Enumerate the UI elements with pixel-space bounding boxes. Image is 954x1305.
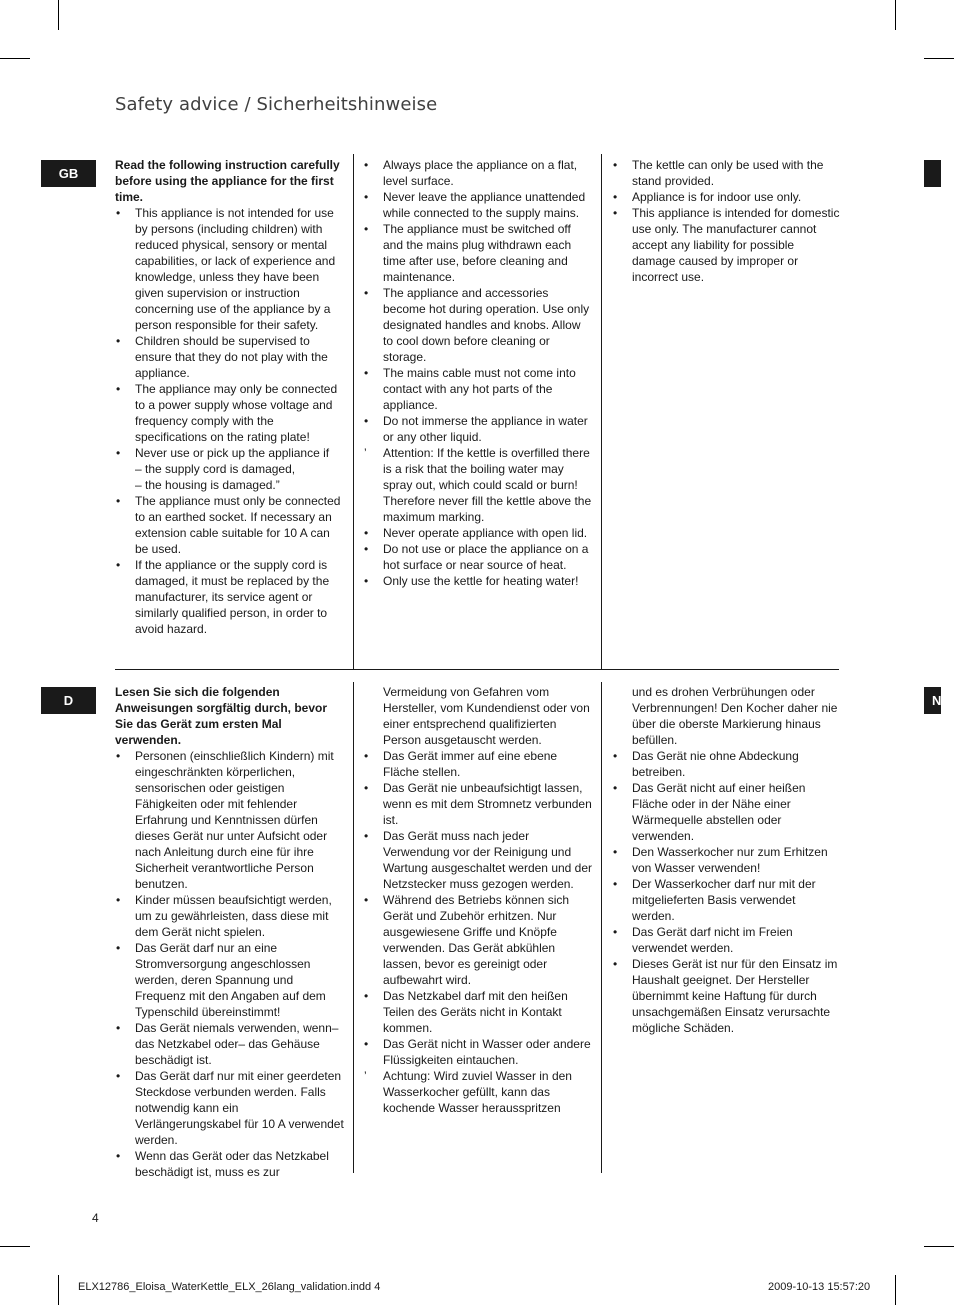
list-item: • Das Netzkabel darf mit den heißen Teilen des Geräts nicht in Kontakt kommen. — [364, 989, 568, 1035]
d-column-1 — [115, 684, 345, 1180]
crop-mark — [895, 1275, 896, 1305]
list-item: • Do not immerse the appliance in water or any other liquid. — [364, 414, 588, 444]
list-item: • Das Gerät darf nur mit einer geerdeten Steckdose verbunden werden. Falls notwendig kann ein Verlängerungskabel für 10 A verwendet werden. — [116, 1069, 344, 1147]
list-item: • Never operate appliance with open lid. — [364, 526, 588, 540]
list-item: • The appliance and accessories become hot during operation. Use only designated handles and knobs. Allow to cool down before cleaning or storage. — [364, 286, 590, 364]
page-number: 4 — [92, 1211, 99, 1225]
list-item: • Das Gerät immer auf eine ebene Fläche stellen. — [364, 749, 558, 779]
d-column-2 — [363, 684, 593, 1116]
list-item: • Personen (einschließlich Kindern) mit eingeschränkten körperlichen, sensorischen oder geistigen Fähigkeiten oder mit fehlender Erfahrung und Kenntnissen dürfen dieses Gerät nur unter Aufsicht oder nach Anleitung durch eine für ihre Sicherheit verantwortliche Person benutzen. — [116, 749, 334, 891]
page-title: Safety advice / Sicherheitshinweise — [115, 94, 438, 115]
list-item: • Das Gerät muss nach jeder Verwendung vor der Reinigung und Wartung ausgeschaltet werden und der Netzstecker muss gezogen werden. — [364, 829, 593, 891]
crop-mark — [924, 58, 954, 59]
list-item: • Während des Betriebs können sich Gerät und Zubehör erhitzen. Nur ausgewiesene Griffe und Knöpfe verwenden. Das Gerät abkühlen lassen, bevor es gereinigt oder aufbewahrt wird. — [364, 893, 570, 987]
gb-list-2 — [363, 157, 593, 589]
language-tab-edge: N — [924, 687, 941, 714]
list-item: • Children should be supervised to ensure that they do not play with the appliance. — [116, 334, 328, 380]
list-item: • This appliance is not intended for use by persons (including children) with reduced physical, sensory or mental capabilities, or lack of experience and knowledge, unless they have been given supervision or instruction concerning use of the appliance by a person responsible for their safety. — [116, 206, 336, 332]
crop-mark — [58, 0, 59, 30]
d-list-3 — [612, 748, 840, 1036]
list-item: • Das Gerät nicht in Wasser oder andere Flüssigkeiten eintauchen. — [364, 1037, 591, 1067]
list-item: • The mains cable must not come into contact with any hot parts of the appliance. — [364, 366, 576, 412]
list-item: • Never use or pick up the appliance if – the supply cord is damaged, – the housing is damaged.” — [116, 446, 330, 492]
list-item: • Das Gerät nicht auf einer heißen Fläche oder in der Nähe einer Wärmequelle abstellen oder verwenden. — [613, 781, 806, 843]
crop-mark — [0, 1246, 30, 1247]
slug-timestamp: 2009-10-13 15:57:20 — [768, 1281, 871, 1293]
list-item: • Dieses Gerät ist nur für den Einsatz im Haushalt geeignet. Der Hersteller übernimmt keine Haftung für durch unsachgemäßen Einsatz verursachte mögliche Schäden. — [613, 957, 838, 1035]
d-lead: Lesen Sie sich die folgenden Anweisungen sorgfältig durch, bevor Sie das Gerät zum ersten Mal verwenden. — [115, 685, 328, 747]
column-divider — [353, 154, 354, 669]
list-item: • Der Wasserkocher darf nur mit der mitgelieferten Basis verwendet werden. — [613, 877, 816, 923]
list-item: • The appliance must be switched off and the mains plug withdrawn each time after use, before cleaning and maintenance. — [364, 222, 572, 284]
d-continuation-text: und es drohen Verbrühungen oder Verbrennungen! Den Kocher daher nie über die oberste Markierung hinaus befüllen. — [632, 685, 838, 747]
list-item: • Always place the appliance on a flat, level surface. — [364, 158, 578, 188]
section-divider — [115, 669, 839, 670]
language-tab-d: D — [41, 687, 96, 714]
list-item: • Kinder müssen beaufsichtigt werden, um zu gewährleisten, dass diese mit dem Gerät nicht spielen. — [116, 893, 332, 939]
list-item: • If the appliance or the supply cord is damaged, it must be replaced by the manufacturer, its service agent or similarly qualified person, in order to avoid hazard. — [116, 558, 330, 636]
list-item: • The appliance must only be connected to an earthed socket. If necessary an extension cable suitable for 10 A can be used. — [116, 494, 341, 556]
list-item: • Das Gerät darf nur an eine Stromversorgung angeschlossen werden, deren Spannung und Frequenz mit den Angaben auf dem Typenschild übereinstimmt! — [116, 941, 326, 1019]
list-item: • Das Gerät nie ohne Abdeckung betreiben. — [613, 749, 799, 779]
list-item: • Den Wasserkocher nur zum Erhitzen von Wasser verwenden! — [613, 845, 828, 875]
list-item: • Das Gerät darf nicht im Freien verwendet werden. — [613, 925, 793, 955]
gb-list-3 — [612, 157, 840, 285]
d-continuation-text: Vermeidung von Gefahren vom Hersteller, vom Kundendienst oder von einer entsprechend qualifizierten Person ausgetauscht werden. — [383, 685, 590, 747]
crop-mark — [0, 58, 30, 59]
list-item: • The appliance may only be connected to a power supply whose voltage and frequency comply with the specifications on the rating plate! — [116, 382, 338, 444]
list-item: • The kettle can only be used with the stand provided. — [613, 158, 824, 188]
d-list-1 — [115, 748, 345, 1180]
list-item: • Das Gerät nie unbeaufsichtigt lassen, wenn es mit dem Stromnetz verbunden ist. — [364, 781, 592, 827]
gb-column-3 — [612, 157, 840, 285]
list-item: • Only use the kettle for heating water! — [364, 574, 579, 588]
crop-mark — [895, 0, 896, 30]
crop-mark — [58, 1275, 59, 1305]
d-list-2 — [363, 748, 593, 1116]
list-item: • Appliance is for indoor use only. — [613, 190, 802, 204]
list-item: • Do not use or place the appliance on a hot surface or near source of heat. — [364, 542, 589, 572]
list-item: • Das Gerät niemals verwenden, wenn– das Netzkabel oder– das Gehäuse beschädigt ist. — [116, 1021, 339, 1067]
list-item: • Never leave the appliance unattended while connected to the supply mains. — [364, 190, 586, 220]
gb-list-1 — [115, 205, 345, 637]
d-column-3 — [612, 684, 840, 1036]
list-item: ’ Achtung: Wird zuviel Wasser in den Wasserkocher gefüllt, kann das kochende Wasser herausspritzen — [364, 1069, 572, 1115]
column-divider — [601, 154, 602, 669]
slug-filename: ELX12786_Eloisa_WaterKettle_ELX_26lang_validation.indd 4 — [78, 1281, 381, 1293]
list-item: • Wenn das Gerät oder das Netzkabel beschädigt ist, muss es zur — [116, 1149, 329, 1179]
list-item: ’ Attention: If the kettle is overfilled there is a risk that the boiling water may spray out, which could scald or burn! Therefore never fill the kettle above the maximum marking. — [364, 446, 592, 524]
language-tab-edge — [924, 160, 941, 187]
gb-column-1 — [115, 157, 345, 637]
crop-mark — [924, 1246, 954, 1247]
list-item: • This appliance is intended for domestic use only. The manufacturer cannot accept any liability for possible damage caused by improper or incorrect use. — [613, 206, 840, 284]
gb-column-2 — [363, 157, 593, 589]
language-tab-gb: GB — [41, 160, 96, 187]
column-divider — [353, 682, 354, 1173]
gb-lead: Read the following instruction carefully before using the appliance for the first time. — [115, 158, 340, 204]
column-divider — [601, 682, 602, 1173]
